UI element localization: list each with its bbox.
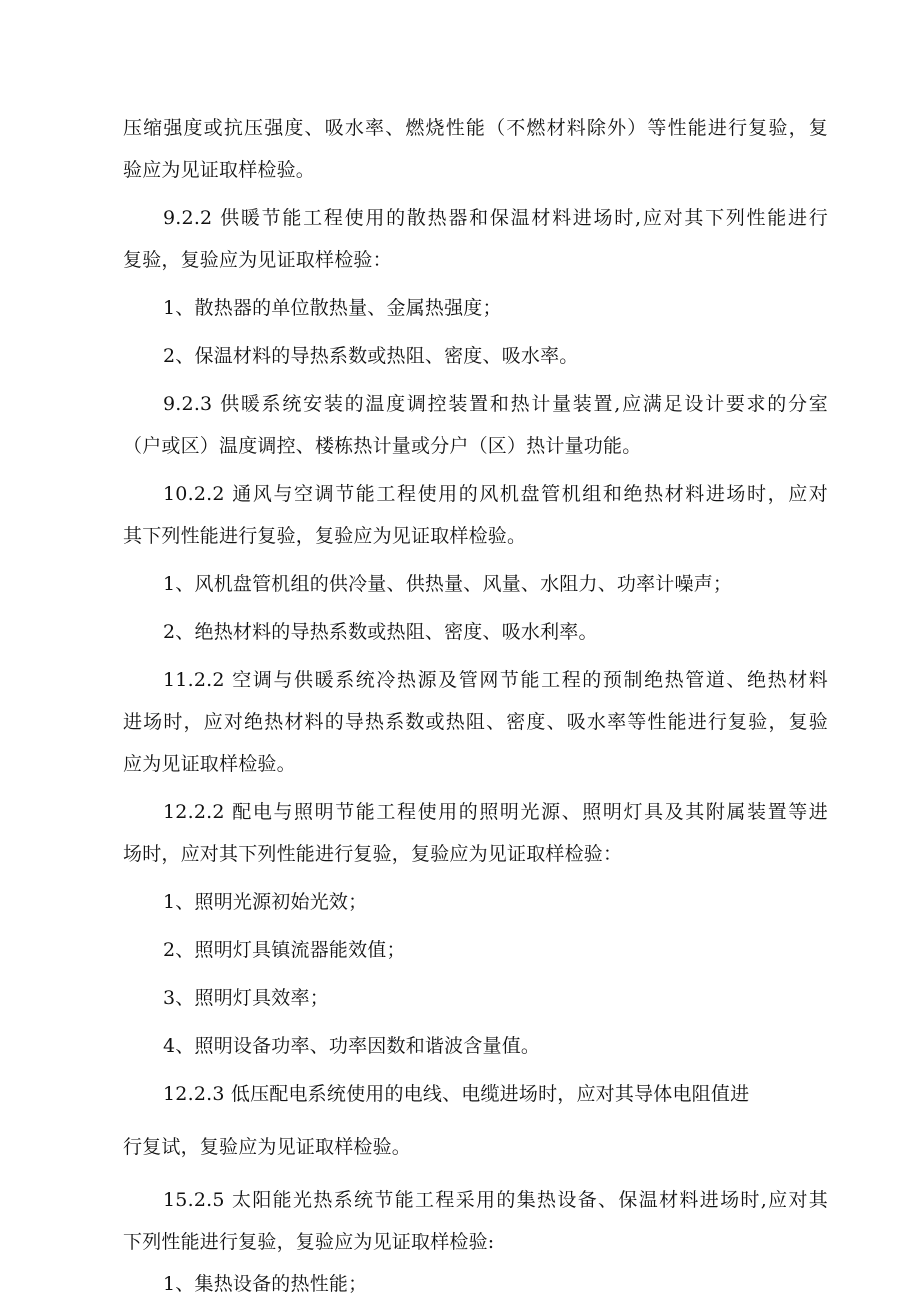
paragraph-line: 下列性能进行复验，复验应为见证取样检验: [123,1231,495,1253]
list-item: 2、照明灯具镇流器能效值； [163,939,406,961]
document-page [123,113,828,1300]
paragraph-line: 复验，复验应为见证取样检验： [123,249,392,271]
clause-10-2-2-line: 10.2.2 通风与空调节能工程使用的风机盘管机组和绝热材料进场时，应对 [163,483,828,505]
paragraph-line: （户或区）温度调控、楼栋热计量或分户（区）热计量功能。 [123,435,642,457]
clause-12-2-3-line: 12.2.3 低压配电系统使用的电线、电缆进场时，应对其导体电阻值进 [163,1083,750,1105]
paragraph-line: 验应为见证取样检验。 [123,159,316,181]
list-item: 1、风机盘管机组的供冷量、供热量、风量、水阻力、功率计噪声； [163,573,733,595]
paragraph-line: 其下列性能进行复验，复验应为见证取样检验。 [123,525,527,547]
paragraph-line: 行复试，复验应为见证取样检验。 [123,1136,412,1158]
clause-9-2-2-line: 9.2.2 供暖节能工程使用的散热器和保温材料进场时,应对其下列性能进行 [163,207,828,229]
list-item: 2、保温材料的导热系数或热阻、密度、吸水率。 [163,345,579,367]
list-item: 3、照明灯具效率； [163,987,329,1009]
list-item: 1、照明光源初始光效； [163,891,368,913]
list-item: 2、绝热材料的导热系数或热阻、密度、吸水利率。 [163,621,598,643]
paragraph-line: 应为见证取样检验。 [123,753,296,775]
paragraph-line: 压缩强度或抗压强度、吸水率、燃烧性能（不燃材料除外）等性能进行复验，复 [123,117,828,139]
clause-15-2-5-line: 15.2.5 太阳能光热系统节能工程采用的集热设备、保温材料进场时,应对其 [163,1189,828,1211]
clause-11-2-2-line: 11.2.2 空调与供暖系统冷热源及管网节能工程的预制绝热管道、绝热材料 [163,669,828,691]
paragraph-line: 场时，应对其下列性能进行复验，复验应为见证取样检验： [123,843,623,865]
paragraph-line: 进场时，应对绝热材料的导热系数或热阻、密度、吸水率等性能进行复验，复验 [123,711,828,733]
list-item: 1、集热设备的热性能； [163,1273,368,1295]
clause-9-2-3-line: 9.2.3 供暖系统安装的温度调控装置和热计量装置,应满足设计要求的分室 [163,393,828,415]
clause-12-2-2-line: 12.2.2 配电与照明节能工程使用的照明光源、照明灯具及其附属装置等进 [163,801,828,823]
list-item: 4、照明设备功率、功率因数和谐波含量值。 [163,1035,541,1057]
list-item: 1、散热器的单位散热量、金属热强度； [163,297,502,319]
